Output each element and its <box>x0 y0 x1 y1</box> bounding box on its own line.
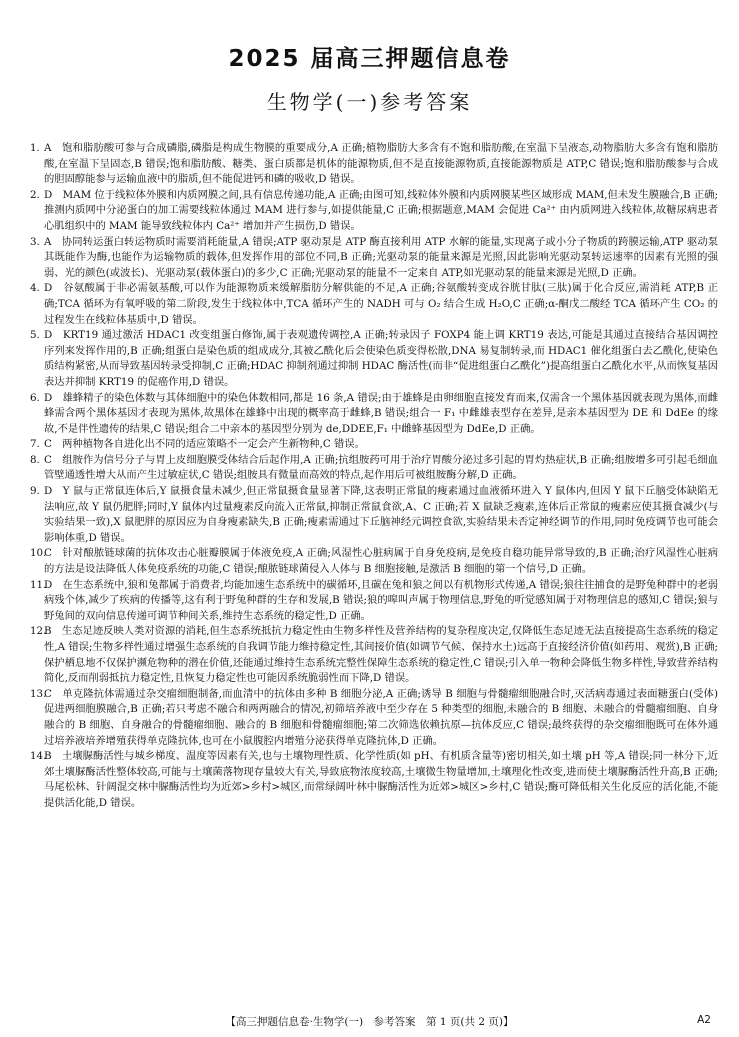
answer-text: C 针对酿脓链球菌的抗体攻击心脏瓣膜属于体液免疫,A 正确;风湿性心脏病属于自身免疫病,是免疫自稳功能异常导致的,B 正确;治疗风湿性心脏病的方法是设法降低人体免疫系统的功能,C 错误;酿脓链球菌侵入人体与 B 细胞接触,是激活 B 细胞的第一个信号,D 正确。 <box>44 547 718 576</box>
answer-text: C 单克隆抗体需通过杂交瘤细胞制备,而血清中的抗体由多种 B 细胞分泌,A 正确;诱导 B 细胞与骨髓瘤细胞融合时,灭活病毒通过表面糖蛋白(受体)促进两细胞膜融合,B 正确;若只考虑不融合和两两融合的情况,初筛培养液中至少存在 5 种类型的细胞,未融合的 B 细胞、未融合的骨髓瘤细胞、自身融合的 B 细胞、自身融合的骨髓瘤细胞、融合的 B 细胞和骨髓瘤细胞;第二次筛选依赖抗原—抗体反应,C 错误;最终获得的杂交瘤细胞既可在体外通过培养液培养增殖获得单克隆抗体,也可在小鼠腹腔内增殖分泌获得单克隆抗体,D 正确。 <box>44 687 718 747</box>
answer-item <box>30 546 718 577</box>
answer-number: 1. <box>30 142 40 154</box>
answer-item <box>30 437 718 453</box>
answer-text: D MAM 位于线粒体外膜和内质网膜之间,具有信息传递功能,A 正确;由图可知,线粒体外膜和内质网膜某些区域形成 MAM,但未发生膜融合,B 正确;推测内质网中分泌蛋白的加工需要线粒体通过 MAM 进行参与,如提供能量,C 正确;根据题意,MAM 会促进 Ca²⁺ 由内质网进入线粒体,故糖尿病患者心肌组织中的 MAM 能导致线粒体内 Ca²⁺ 增加并产生损伤,D 错误。 <box>44 188 718 232</box>
answer-number: 8. <box>30 453 40 466</box>
answer-item <box>30 281 718 328</box>
page-subtitle: 生物学(一)参考答案 <box>266 90 473 114</box>
answer-text: B 土壤脲酶活性与城乡梯度、温度等因素有关,也与土壤物理性质、化学性质(如 pH、有机质含量等)密切相关,如土壤 pH 等,A 错误;同一林分下,近郊土壤脲酶活性整体较高,可能与土壤菌落物现存量较大有关,导致底物浓度较高,土壤微生物量增加,土壤理化性改变,进而使土壤脲酶活性升高,B 正确;马尾松林、针阔混交林中脲酶活性均为近郊>乡村>城区,而常绿阔叶林中脲酶活性为近郊>城区>乡村,C 错误;酶可降低相关生化反应的活化能,不能提供活化能,D 错误。 <box>44 750 718 809</box>
answer-number: 5. <box>30 329 40 342</box>
answer-text: C 组胺作为信号分子与胃上皮细胞膜受体结合后起作用,A 正确;抗组胺药可用于治疗胃酸分泌过多引起的胃灼热症状,B 正确;组胺增多可引起毛细血管壁通透性增大从而产生过敏症状,C 错误;组胺具有微量而高效的特点,起作用后可被组胺酶分解,D 正确。 <box>44 453 718 482</box>
answer-number: 13. <box>30 687 47 700</box>
answer-number: 11. <box>30 578 47 591</box>
answer-number: 4. <box>30 282 40 295</box>
answer-item <box>30 391 718 438</box>
answer-item <box>30 453 718 484</box>
answer-text: B 生态足迹反映人类对资源的消耗,但生态系统抵抗力稳定性由生物多样性及营养结构的复杂程度决定,仅降低生态足迹无法直接提高生态系统的稳定性,A 错误;生物多样性通过增强生态系统的自我调节能力维持稳定性,其间接价值(如调节气候、保持水土)远高于直接经济价值(如药用、观赏),B 正确;保护栖息地不仅保护濒危物种的潜在价值,还能通过维持生态系统完整性保障生态系统的稳定性,C 错误;引入单一物种会降低生物多样性,导致营养结构简化,反而削弱抵抗力稳定性,且恢复力稳定性也可能因系统脆弱性而下降,D 错误。 <box>44 625 718 685</box>
page-code: A2 <box>697 1014 711 1026</box>
page-title: 2025 届高三押题信息卷 <box>228 46 511 72</box>
answer-number: 14. <box>30 750 47 763</box>
answer-text: A 饱和脂肪酸可参与合成磷脂,磷脂是构成生物膜的重要成分,A 正确;植物脂肪大多含有不饱和脂肪酸,在室温下呈液态,动物脂肪大多含有饱和脂肪酸,在室温下呈固态,B 错误;饱和脂肪酸、糖类、蛋白质都是机体的能源物质,但不是直接能源物质,直接能源物质是 ATP,C 错误;饱和脂肪酸参与合成的胆固醇能参与运输血液中的脂质,但不能促进钙和磷的吸收,D 错误。 <box>44 142 718 186</box>
answer-item <box>30 235 718 282</box>
answer-text: D 雄蜂精子的染色体数与其体细胞中的染色体数相同,都是 16 条,A 错误;由于雄蜂是由卵细胞直接发育而来,仅需含一个黑体基因就表现为黑体,而雌蜂需含两个黑体基因才表现为黑体,故黑体在雄蜂中出现的概率高于雌蜂,B 错误;组合一 F₁ 中雌雄表型存在差异,是亲本基因型为 DE 和 DdEe 的缘故,不是伴性遗传的结果,C 错误;组合二中亲本的基因型分别为 de,DDEE,F₁ 中雌蜂基因型为 DdEe,D 正确。 <box>44 391 718 435</box>
answer-item <box>30 578 718 625</box>
answer-number: 7. <box>30 438 40 451</box>
answer-text: D KRT19 通过激活 HDAC1 改变组蛋白修饰,属于表观遗传调控,A 正确;转录因子 FOXP4 能上调 KRT19 表达,可能是其通过直接结合基因调控序列来发挥作用的,B 正确;组蛋白是染色质的组成成分,其被乙酰化后会使染色质变得松散,DNA 易复制转录,而 HDAC1 催化组蛋白去乙酰化,使染色质结构紧密,从而导致基因转录受抑制,C 正确;HDAC 抑制剂通过抑制 HDAC 酶活性(而非“促进组蛋白乙酰化”)提高组蛋白乙酰化水平,从而恢复基因表达并抑制 KRT19 的促癌作用,D 错误。 <box>44 329 718 388</box>
answer-item <box>30 624 718 686</box>
answer-number: 6. <box>30 391 40 404</box>
answer-item <box>30 188 718 235</box>
answer-text: D 在生态系统中,狼和兔都属于消费者,均能加速生态系统中的碳循环,且碳在兔和狼之间以有机物形式传递,A 错误;狼往往捕食的是野兔种群中的老弱病残个体,减少了疾病的传播等,这有利于野兔种群的生存和发展,B 错误;狼的嗥叫声属于物理信息,野兔的听觉感知属于对物理信息的感知,C 错误;狼与野兔间的双向信息传递可调节种间关系,维持生态系统的稳定性,D 正确。 <box>44 578 718 622</box>
answer-text: D Y 鼠与正常鼠连体后,Y 鼠摄食量未减少,但正常鼠摄食量显著下降,这表明正常鼠的瘦素通过血液循环进入 Y 鼠体内,但因 Y 鼠下丘脑受体缺陷无法响应,故 Y 鼠仍肥胖;同时,Y 鼠体内过量瘦素反向流入正常鼠,抑制正常鼠食欲,A、C 正确;若 X 鼠缺乏瘦素,连体后正常鼠的瘦素应使其摄食减少(与实验结果一致),X 鼠肥胖的原因应为自身瘦素缺失,B 正确;瘦素需通过下丘脑神经元调控食欲,实验结果未否定神经调节的作用,同时免疫调节也可能会影响体重,D 错误。 <box>44 485 718 544</box>
answer-text: C 两种植物各自进化出不同的适应策略不一定会产生新物种,C 错误。 <box>44 438 365 451</box>
answer-list <box>30 141 718 812</box>
answer-number: 3. <box>30 235 40 248</box>
answer-item <box>30 687 718 749</box>
answer-number: 12. <box>30 625 47 638</box>
answer-text: A 协同转运蛋白转运物质时需要消耗能量,A 错误;ATP 驱动泵是 ATP 酶直接利用 ATP 水解的能量,实现离子或小分子物质的跨膜运输,ATP 驱动泵其既能作为酶,也能作为运输物质的载体,但发挥作用的部位不同,B 正确;光驱动泵的能量来源是光照,因此影响光驱动泵转运速率的因素有光照的强弱、光的颜色(或波长)、光驱动泵(载体蛋白)的多少,C 正确;光驱动泵的能量不一定来自 ATP,如光驱动泵的能量来源是光照,D 正确。 <box>44 235 718 279</box>
footer-text: 【高三押题信息卷·生物学(一) 参考答案 第 1 页(共 2 页)】 <box>225 1016 514 1028</box>
answer-number: 10. <box>30 547 47 560</box>
answer-number: 2. <box>30 188 40 201</box>
answer-item <box>30 328 718 390</box>
answer-item <box>30 141 718 188</box>
answer-item <box>30 749 718 811</box>
answer-number: 9. <box>30 485 40 498</box>
answer-text: D 谷氨酸属于非必需氨基酸,可以作为能源物质来缓解脂肪分解供能的不足,A 正确;谷氨酸转变成谷胱甘肽(三肽)属于化合反应,需消耗 ATP,B 正确;TCA 循环为有氧呼吸的第二阶段,发生于线粒体中,TCA 循环产生的 NADH 可与 O₂ 结合生成 H₂O,C 正确;α-酮戊二酸经 TCA 循环产生 CO₂ 的过程发生在线粒体基质中,D 错误。 <box>44 282 718 326</box>
answer-item <box>30 484 718 546</box>
